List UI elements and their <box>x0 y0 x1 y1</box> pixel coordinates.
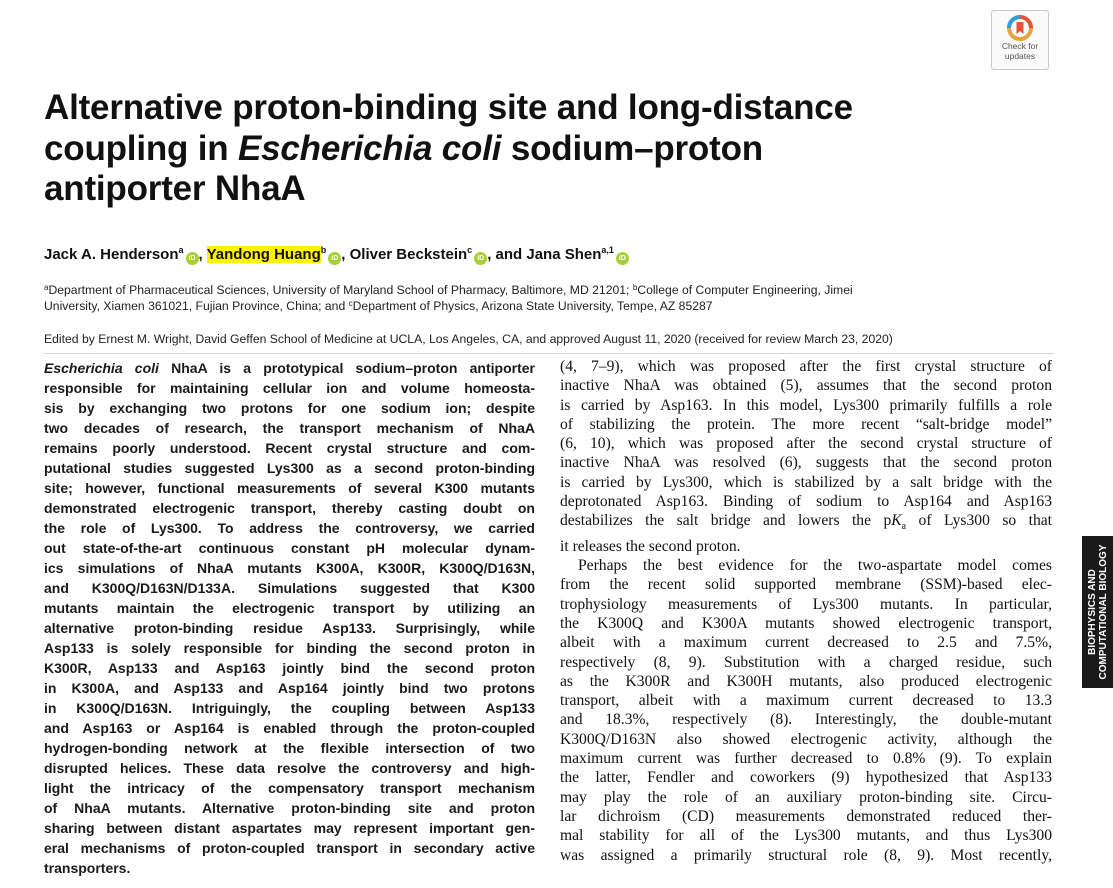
body-line: trophysiology measurements of Lys300 mutants. In particular, <box>560 595 1052 613</box>
abstract-line <box>44 458 535 478</box>
body-line: deprotonated Asp163. Binding of sodium to Asp164 and Asp163 <box>560 493 1052 511</box>
badge-label-line1: Check for <box>1001 41 1039 51</box>
title-species-italic: Escherichia coli <box>237 128 502 168</box>
side-tab-line-2: COMPUTATIONAL BIOLOGY <box>1097 544 1109 680</box>
abstract-line <box>44 758 535 778</box>
side-tab-line-1: BIOPHYSICS AND <box>1086 569 1098 655</box>
author-name[interactable]: Oliver Beckstein <box>349 246 468 263</box>
body-line: as the K300R and K300H mutants, also produced electrogenic <box>560 672 1052 690</box>
abstract-line <box>44 478 535 498</box>
abstract-line-text: K300R, Asp133 and Asp163 jointly bind the second proton <box>44 660 535 676</box>
abstract-line-text: and Asp163 or Asp164 is enabled through the proton-coupled <box>44 720 535 736</box>
body-line: albeit with a maximum current decreased to 2.5 and 7.5%, <box>560 634 1052 652</box>
title-line-3: antiporter NhaA <box>44 169 306 208</box>
abstract-line <box>44 838 535 858</box>
abstract-line <box>44 538 535 558</box>
abstract-line-text: mutants maintain the electrogenic transport by utilizing an <box>44 600 535 616</box>
abstract-line-text: remains poorly understood. Recent crystal structure and com- <box>44 440 535 456</box>
abstract-line <box>44 858 535 878</box>
abstract-line-text: putational studies suggested Lys300 as a second proton-binding <box>44 460 535 476</box>
title-line-2-pre: coupling in <box>44 128 238 168</box>
abstract-line <box>44 718 535 738</box>
author-name[interactable]: Jana Shen <box>526 246 602 263</box>
divider <box>44 353 1054 354</box>
body-line: maximum current was further decreased to 0.8% (9). To explain <box>560 750 1052 768</box>
body-line: inactive NhaA was resolved (6), suggests that the second proton <box>560 454 1052 472</box>
abstract-line-text: ics simulations of NhaA mutants K300A, K300R, K300Q/D163N, <box>44 560 535 576</box>
affiliation-text: Department of Physics, Arizona State University, Tempe, AZ 85287 <box>352 298 713 313</box>
abstract-line-text: of NhaA mutants. Alternative proton-binding site and proton <box>44 800 535 816</box>
abstract-line-text: disrupted helices. These data resolve the controversy and high- <box>44 760 535 776</box>
abstract-line-text: sis by exchanging two protons for one sodium ion; despite <box>44 400 535 416</box>
abstract-line <box>44 618 535 638</box>
author-list <box>44 246 1094 265</box>
body-line: from the recent solid supported membrane (SSM)-based elec- <box>560 576 1052 594</box>
body-line: K300Q/D163N also showed electrogenic activity, although the <box>560 730 1052 748</box>
body-line: is carried by Asp163. In this model, Lys300 primarily fulfills a role <box>560 396 1052 414</box>
abstract <box>44 358 535 878</box>
section-side-tab-label <box>1087 545 1109 680</box>
body-line: inactive NhaA was obtained (5), assumes that the second proton <box>560 377 1052 395</box>
abstract-line <box>44 378 535 398</box>
abstract-line <box>44 818 535 838</box>
abstract-line-text: responsible for maintaining cellular ion and volume homeosta- <box>44 380 535 396</box>
abstract-line-text: alternative proton-binding residue Asp133. Surprisingly, while <box>44 620 535 636</box>
body-line: was assigned a primarily structural role (8, 9). Most recently, <box>560 846 1052 864</box>
abstract-line-text: light the intricacy of the compensatory transport mechanism <box>44 780 535 796</box>
body-line: transport, albeit with a maximum current decreased to 13.3 <box>560 692 1052 710</box>
abstract-line-text: site; however, functional measurements of several K300 mutants <box>44 480 535 496</box>
orcid-icon[interactable]: iD <box>474 252 487 265</box>
author-affiliation-sup: a <box>178 245 184 255</box>
author-name[interactable]: Jack A. Henderson <box>44 246 179 263</box>
body-line: mal stability for all of the Lys300 mutants, and thus Lys300 <box>560 827 1052 845</box>
abstract-line-text: and K300Q/D163N/D133A. Simulations suggested that K300 <box>44 580 535 596</box>
check-for-updates-icon <box>1007 15 1033 41</box>
abstract-line <box>44 778 535 798</box>
author-affiliation-sup: a,1 <box>601 245 614 255</box>
affiliations <box>44 283 1044 314</box>
abstract-line-text: hydrogen-bonding network at the flexible intersection of two <box>44 740 535 756</box>
affiliation-marker: a <box>44 283 49 292</box>
abstract-line <box>44 558 535 578</box>
abstract-line <box>44 658 535 678</box>
body-line: (6, 10), which was proposed after the second crystal structure of <box>560 435 1052 453</box>
abstract-line <box>44 518 535 538</box>
abstract-line <box>44 738 535 758</box>
abstract-line <box>44 398 535 418</box>
author-affiliation-sup: b <box>320 245 327 255</box>
title-line-2-post: sodium–proton <box>501 128 763 168</box>
abstract-line-text: in K300Q/D163N. Intriguingly, the coupling between Asp133 <box>44 700 535 716</box>
author-separator: , <box>341 246 350 263</box>
affiliation-text: Department of Pharmaceutical Sciences, University of Maryland School of Pharmacy, Baltimore, MD 21201; <box>48 283 633 297</box>
abstract-line <box>44 798 535 818</box>
author-separator: , <box>198 246 207 263</box>
abstract-line-text: transporters. <box>44 860 131 876</box>
affiliation-text: College of Computer Engineering, Jimei <box>637 283 853 297</box>
body-line: lar dichroism (CD) measurements demonstrated reduced ther- <box>560 807 1052 825</box>
abstract-line-text: the role of Lys300. To address the controversy, we carried <box>44 520 535 536</box>
abstract-line <box>44 638 535 658</box>
body-text-column <box>560 357 1052 865</box>
abstract-line <box>44 418 535 438</box>
abstract-line-text: sharing between distant aspartates may represent important gen- <box>44 820 535 836</box>
affiliation-marker: c <box>348 298 353 308</box>
orcid-icon[interactable]: iD <box>186 252 199 265</box>
title-line-1: Alternative proton-binding site and long-distance <box>44 88 853 127</box>
editor-note: Edited by Ernest M. Wright, David Geffen School of Medicine at UCLA, Los Angeles, CA, and approved August 11, 2020 (received for review March 23, 2020) <box>44 332 893 346</box>
body-line: Perhaps the best evidence for the two-aspartate model comes <box>578 557 1052 575</box>
abstract-line-text: demonstrated electrogenic transport, thereby casting doubt on <box>44 500 535 516</box>
author-separator: , and <box>487 246 527 263</box>
abstract-line <box>44 678 535 698</box>
abstract-line-text: NhaA is a prototypical sodium–proton antiporter <box>158 360 535 376</box>
abstract-line-text: two decades of research, the transport mechanism of NhaA <box>44 420 535 436</box>
body-line: may play the role of an auxiliary proton-binding site. Circu- <box>560 788 1052 806</box>
article-title <box>44 88 974 210</box>
body-line: the latter, Fendler and coworkers (9) hypothesized that Asp133 <box>560 769 1052 787</box>
author-name-highlighted[interactable]: Yandong Huang <box>206 246 321 263</box>
affiliation-marker: b <box>632 283 638 292</box>
body-line: of stabilizing the protein. The more recent “salt-bridge model” <box>560 415 1052 433</box>
check-for-updates-badge[interactable] <box>991 10 1049 70</box>
body-line: and 18.3%, respectively (8). Interestingly, the double-mutant <box>560 711 1052 729</box>
orcid-icon[interactable]: iD <box>328 252 341 265</box>
abstract-line-text: out state-of-the-art continuous constant pH molecular dynam- <box>44 540 535 556</box>
author-affiliation-sup: c <box>467 245 473 255</box>
abstract-line-text: eral mechanisms of proton-coupled transport in secondary active <box>44 840 535 856</box>
body-line: (4, 7–9), which was proposed after the first crystal structure of <box>560 358 1052 375</box>
body-line: respectively (8, 9). Substitution with a charged residue, such <box>560 653 1052 671</box>
abstract-species-italic: Escherichia coli <box>44 360 159 376</box>
abstract-line <box>44 578 535 598</box>
badge-label-line2: updates <box>1004 51 1036 61</box>
abstract-line <box>44 358 535 378</box>
abstract-line-text: Asp133 is solely responsible for binding the second proton in <box>44 640 535 656</box>
orcid-icon[interactable]: iD <box>616 252 629 265</box>
abstract-line <box>44 498 535 518</box>
abstract-line <box>44 598 535 618</box>
abstract-line <box>44 698 535 718</box>
affiliation-text: University, Xiamen 361021, Fujian Province, China; and <box>44 298 349 313</box>
body-line: the K300Q and K300A mutants showed electrogenic transport, <box>560 614 1052 632</box>
abstract-line <box>44 438 535 458</box>
section-side-tab <box>1082 536 1113 688</box>
abstract-line-text: in K300A, and Asp133 and Asp164 jointly bind two protons <box>44 680 535 696</box>
body-line: destabilizes the salt bridge and lowers the $pK_a$ of Lys300 so that <box>560 512 1052 533</box>
body-line: it releases the second proton. <box>560 537 741 555</box>
body-line: is carried by Lys300, which is stabilized by a salt bridge with the <box>560 473 1052 491</box>
